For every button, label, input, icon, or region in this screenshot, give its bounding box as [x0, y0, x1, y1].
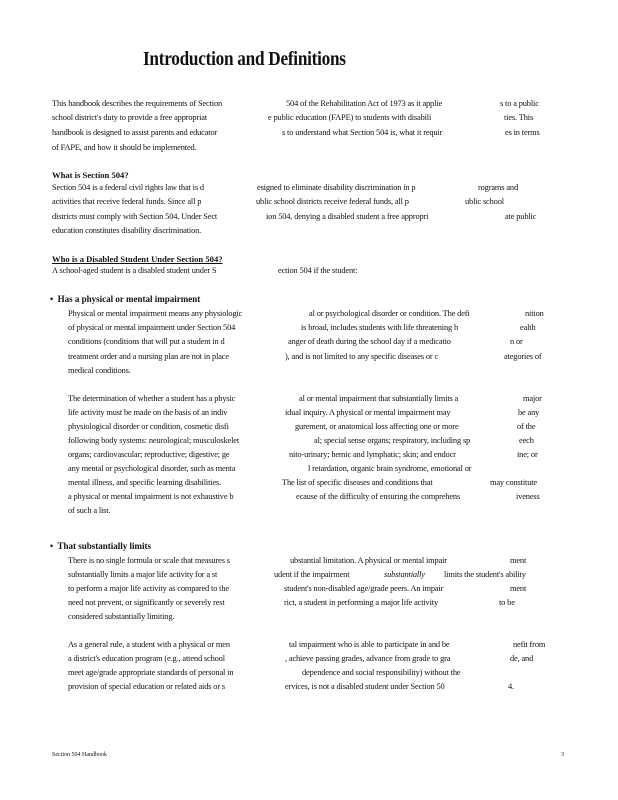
text-fragment: physiological disorder or condition, cosmetic disfi: [68, 422, 229, 431]
text-fragment: idual inquiry. A physical or mental impairment may: [285, 408, 451, 417]
text-fragment: nition: [525, 309, 544, 318]
text-fragment: n or: [510, 337, 523, 346]
text-fragment: major: [523, 394, 542, 403]
text-fragment: of such a list.: [68, 506, 111, 515]
text-fragment: iveness: [516, 492, 540, 501]
text-fragment: udent if the impairment: [274, 570, 350, 579]
text-fragment: substantially limits a major life activity for a st: [68, 570, 218, 579]
text-fragment: ate public: [505, 212, 537, 221]
text-fragment: al; special sense organs; respiratory, including sp: [314, 436, 471, 445]
text-fragment: dependence and social responsibility) without the: [302, 668, 461, 677]
text-fragment: limits the student's ability: [444, 570, 526, 579]
text-fragment: a district's education program (e.g., attend school: [68, 654, 225, 663]
text-fragment: following body systems: neurological; musculoskelet: [68, 436, 239, 445]
emphasis-text: substantially: [384, 570, 425, 579]
text-fragment: 504 of the Rehabilitation Act of 1973 as it applie: [286, 99, 443, 108]
text-fragment: mental illness, and specific learning disabilities.: [68, 478, 222, 487]
text-fragment: ine; or: [517, 450, 538, 459]
footer-page-number: 3: [561, 752, 564, 758]
text-fragment: organs; cardiovascular; reproductive; digestive; ge: [68, 450, 230, 459]
text-fragment: ublic school: [465, 197, 504, 206]
text-fragment: a physical or mental impairment is not exhaustive b: [68, 492, 234, 501]
text-fragment: student's non-disabled age/grade peers. An impair: [284, 584, 444, 593]
text-fragment: ment: [510, 584, 527, 593]
text-fragment: districts must comply with Section 504. Under Sect: [52, 212, 218, 221]
text-fragment: ublic school districts receive federal funds, all p: [256, 197, 409, 206]
text-fragment: al or mental impairment that substantially limits a: [299, 394, 459, 403]
text-fragment: ties. This: [504, 113, 534, 122]
text-fragment: school district's duty to provide a free appropriat: [52, 113, 208, 122]
text-fragment: conditions (conditions that will put a student in d: [68, 337, 225, 346]
text-fragment: ervices, is not a disabled student under Section 50: [285, 682, 445, 691]
text-fragment: , achieve passing grades, advance from grade to gra: [285, 654, 451, 663]
text-fragment: ealth: [520, 323, 536, 332]
text-fragment: As a general rule, a student with a physical or men: [68, 640, 230, 649]
text-fragment: ubstantial limitation. A physical or mental impair: [290, 556, 447, 565]
text-fragment: s to understand what Section 504 is, what it requir: [282, 128, 443, 137]
text-fragment: anger of death during the school day if a medicatio: [288, 337, 451, 346]
text-fragment: rict, a student in performing a major life activity: [284, 598, 438, 607]
footer-handbook-title: Section 504 Handbook: [52, 752, 107, 758]
text-fragment: medical conditions.: [68, 366, 131, 375]
text-fragment: Section 504 is a federal civil rights law that is d: [52, 183, 204, 192]
bullet-heading-physical-impairment: • Has a physical or mental impairment: [50, 294, 201, 304]
text-fragment: may constitute: [490, 478, 537, 487]
text-fragment: considered substantially limiting.: [68, 612, 175, 621]
text-fragment: al or psychological disorder or condition. The defi: [309, 309, 470, 318]
text-fragment: of the: [517, 422, 536, 431]
text-fragment: esigned to eliminate disability discrimination in p: [257, 183, 416, 192]
text-fragment: ecause of the difficulty of ensuring the comprehens: [296, 492, 461, 501]
text-fragment: to perform a major life activity as compared to the: [68, 584, 229, 593]
text-fragment: ection 504 if the student:: [278, 266, 358, 275]
text-fragment: A school-aged student is a disabled student under S: [52, 266, 217, 275]
text-fragment: tal impairment who is able to participate in and be: [289, 640, 450, 649]
text-fragment: treatment order and a nursing plan are not in place: [68, 352, 229, 361]
text-fragment: nito-urinary; hemic and lymphatic; skin; and endocr: [289, 450, 456, 459]
text-fragment: The determination of whether a student has a physic: [68, 394, 236, 403]
text-fragment: e public education (FAPE) to students with disabili: [268, 113, 432, 122]
text-fragment: s to a public: [500, 99, 539, 108]
bullet-label: Has a physical or mental impairment: [57, 294, 201, 304]
text-fragment: life activity must be made on the basis of an indiv: [68, 408, 228, 417]
text-fragment: l retardation, organic brain syndrome, emotional or: [308, 464, 472, 473]
text-fragment: education constitutes disability discrimination.: [52, 226, 202, 235]
section-heading-who-is-disabled: Who is a Disabled Student Under Section 504?: [52, 254, 223, 264]
text-fragment: provision of special education or related aids or s: [68, 682, 226, 691]
text-fragment: eech: [519, 436, 534, 445]
text-fragment: to be: [499, 598, 515, 607]
text-fragment: ), and is not limited to any specific diseases or c: [285, 352, 439, 361]
text-fragment: nefit from: [513, 640, 546, 649]
text-fragment: any mental or psychological disorder, such as menta: [68, 464, 236, 473]
text-fragment: Physical or mental impairment means any physiologic: [68, 309, 243, 318]
text-fragment: es in terms: [505, 128, 540, 137]
bullet-heading-substantially-limits: • That substantially limits: [50, 541, 152, 551]
text-fragment: The list of specific diseases and conditions that: [282, 478, 433, 487]
text-fragment: need not prevent, or significantly or severely rest: [68, 598, 225, 607]
bullet-label: That substantially limits: [57, 541, 152, 551]
page-title: Introduction and Definitions: [143, 48, 346, 70]
section-heading-what-is-504: What is Section 504?: [52, 170, 129, 180]
text-fragment: gurement, or anatomical loss affecting one or more: [295, 422, 459, 431]
text-fragment: meet age/grade appropriate standards of personal in: [68, 668, 234, 677]
text-fragment: There is no single formula or scale that measures s: [68, 556, 230, 565]
text-fragment: ategories of: [504, 352, 542, 361]
text-fragment: of FAPE, and how it should be implemented.: [52, 143, 197, 152]
text-fragment: ion 504, denying a disabled student a free appropri: [266, 212, 429, 221]
text-fragment: be any: [518, 408, 540, 417]
text-fragment: activities that receive federal funds. Since all p: [52, 197, 202, 206]
text-fragment: This handbook describes the requirements of Section: [52, 99, 223, 108]
text-fragment: is broad, includes students with life threatening h: [301, 323, 459, 332]
text-fragment: handbook is designed to assist parents and educator: [52, 128, 218, 137]
text-fragment: ment: [510, 556, 527, 565]
text-fragment: of physical or mental impairment under Section 504: [68, 323, 236, 332]
text-fragment: 4.: [508, 682, 514, 691]
text-fragment: de, and: [510, 654, 534, 663]
text-fragment: rograms and: [478, 183, 518, 192]
